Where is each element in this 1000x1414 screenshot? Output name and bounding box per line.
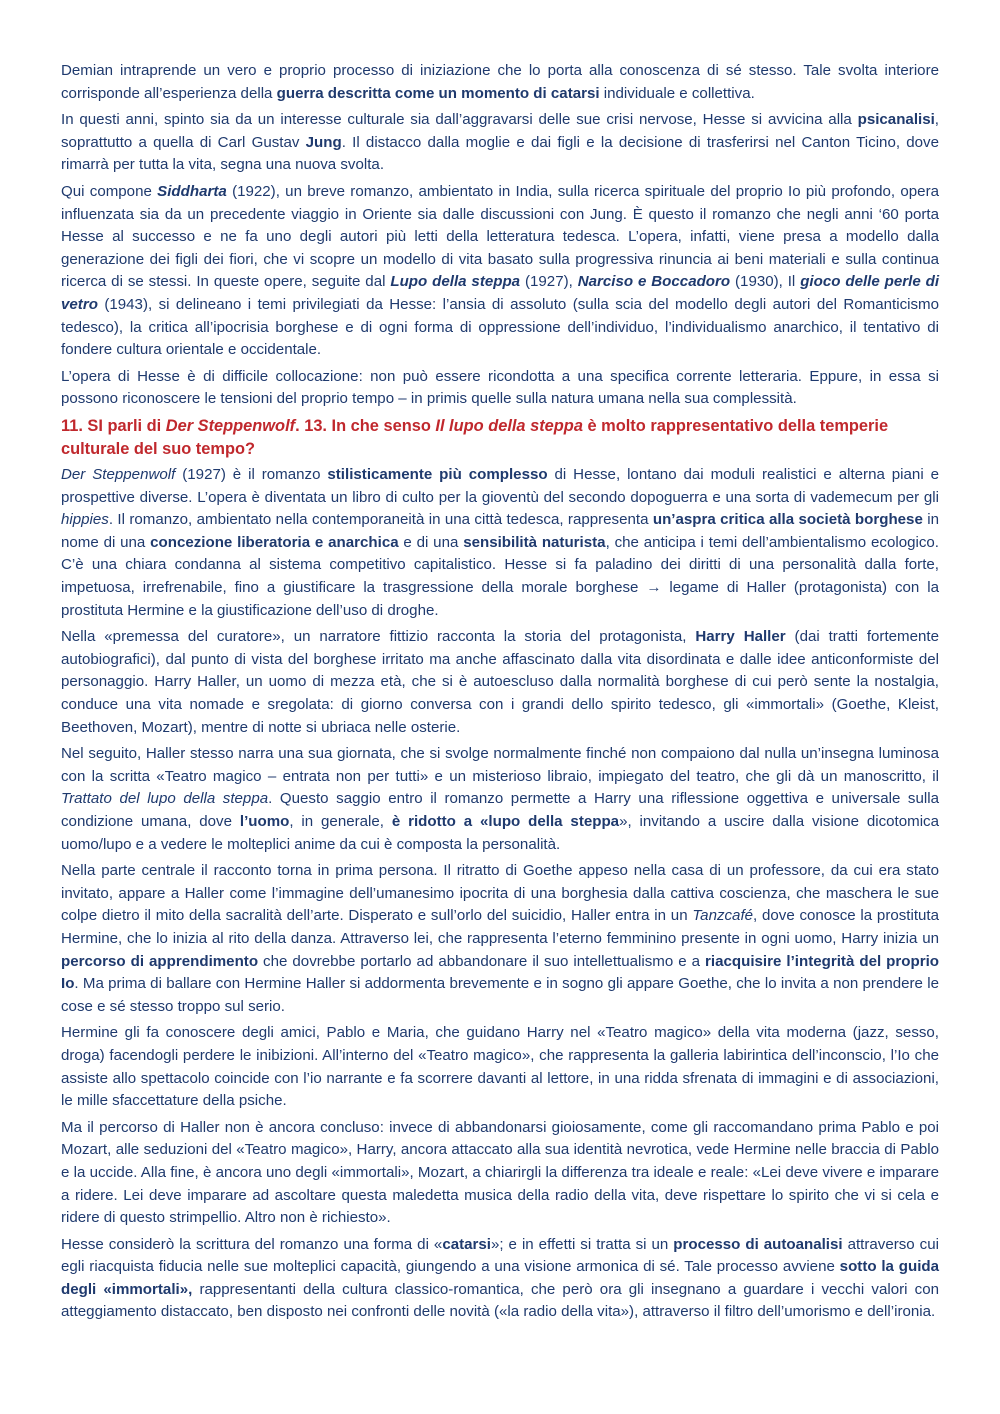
emphasis-run: percorso di apprendimento: [61, 952, 259, 970]
document-page: [61, 60, 939, 1328]
emphasis-run: Il lupo della steppa: [435, 416, 583, 435]
emphasis-run: Narciso e Boccadoro: [577, 273, 731, 291]
paragraph-catarsi: Hesse considerò la scrittura del romanzo una forma di «catarsi»; e in effetti si tratta si un processo di autoanalisi attraverso cui egli riacquista fiducia nelle sue molteplici capacità, giungendo a una visione armonica di sé. Tale processo avviene sotto la guida degli «immortali», rappresentanti della cultura classico-romantica, che però ora gli insegnano a guardare i vecchi valori con atteggiamento distaccato, ben disposto nei confronti delle novità («la radio della vita»), attraverso il filtro dell’umorismo e dell’ironia.: [61, 1235, 940, 1321]
emphasis-run: guerra descritta come un momento di catarsi: [276, 84, 600, 102]
emphasis-run: Lupo della steppa: [390, 273, 521, 291]
emphasis-run: Der Steppenwolf: [165, 416, 296, 435]
emphasis-run: Harry Haller: [695, 628, 786, 646]
emphasis-run: →: [646, 579, 662, 597]
emphasis-run: riacquisire l’integrità del proprio Io: [61, 952, 939, 993]
paragraph-hermine-amici: Hermine gli fa conoscere degli amici, Pablo e Maria, che guidano Harry nel «Teatro magico» della vita moderna (jazz, sesso, droga) facendogli perdere le inibizioni. All’interno del «Teatro magico», che rappresenta la galleria labirintica dell’inconscio, l’Io che assiste allo spettacolo coincide con l’io narrante e fa scorrere davanti al lettore, in una ridda sfrenata di immagini e di associazioni, le mille sfaccettature della psiche.: [61, 1024, 939, 1110]
emphasis-run: sotto la guida degli «immortali»,: [61, 1258, 940, 1298]
paragraph-percorso-haller: Ma il percorso di Haller non è ancora concluso: invece di abbandonarsi gioiosamente, come gli raccomandano prima Pablo e poi Mozart, alle seduzioni del «Teatro magico», Harry, ancora attaccato alla sua identità nevrotica, vede Hermine nelle braccia di Pablo e la uccide. Alla fine, è ancora uno degli «immortali», Mozart, a chiarirgli la differenza tra ideale e reale: «Lei deve vivere e imparare a ridere. Lei deve imparare ad ascoltare questa maledetta musica della radio della vita, deve rispettare lo spirito che vi si cela e ridere di questo strimpellio. Altro non è richiesto».: [61, 1118, 939, 1227]
emphasis-run: Siddharta: [157, 182, 227, 200]
paragraph-siddharta: Qui compone Siddharta (1922), un breve romanzo, ambientato in India, sulla ricerca spirituale del proprio Io più profondo, opera influenzata sia da un precedente viaggio in Oriente sia dalle discussioni con Jung. È questo il romanzo che negli anni ‘60 porta Hesse al successo e ne fa uno degli autori più letti della letteratura tedesca. L’opera, infatti, viene presa a modello dalla generazione dei figli dei fiori, che vi scopre un modello di vita basato sulla progressiva rinuncia ai beni materiali e sulla continua ricerca di se stessi. In queste opere, seguite dal Lupo della steppa (1927), Narciso e Boccadoro (1930), Il gioco delle perle di vetro (1943), si delineano i temi privilegiati da Hesse: l’ansia di assoluto (sulla scia del modello degli autori del Romanticismo tedesco), la critica all’ipocrisia borghese e di ogni forma di oppressione dell’individuo, l’individualismo anarchico, il tentativo di fondere cultura orientale e occidentale.: [61, 182, 940, 359]
paragraph-collocazione: L’opera di Hesse è di difficile collocazione: non può essere ricondotta a una specifica corrente letteraria. Eppure, in essa si possono riconoscere le tensioni del proprio tempo – in primis quelle sulla natura umana nella sua complessità.: [61, 367, 939, 408]
emphasis-run: hippies: [61, 511, 109, 529]
emphasis-run: processo di autoanalisi: [673, 1235, 843, 1253]
emphasis-run: stilisticamente più complesso: [327, 466, 548, 484]
emphasis-run: Der Steppenwolf: [61, 466, 176, 484]
emphasis-run: l’uomo: [239, 813, 290, 830]
paragraph-steppenwolf-intro: Der Steppenwolf (1927) è il romanzo stilisticamente più complesso di Hesse, lontano dai moduli realistici e alterna piani e prospettive diverse. L’opera è diventata un libro di culto per la gioventù del secondo dopoguerra e una sorta di vademecum per gli hippies. Il romanzo, ambientato nella contemporaneità in una città tedesca, rappresenta un’aspra critica alla società borghese in nome di una concezione liberatoria e anarchica e di una sensibilità naturista, che anticipa i temi dell’ambientalismo ecologico. C’è una chiara condanna al sistema competitivo capitalistico. Hesse si fa paladino dei diritti di una personalità dalla forte, impetuosa, irrefrenabile, fino a giustificare la trasgressione della morale borghese → legame di Haller (protagonista) con la prostituta Hermine e la giustificazione dell’uso di droghe.: [61, 466, 939, 619]
emphasis-run: Jung: [305, 133, 342, 151]
emphasis-run: Trattato del lupo della steppa: [61, 790, 269, 808]
paragraph-psicanalisi: In questi anni, spinto sia da un interesse culturale sia dall’aggravarsi delle sue crisi nervose, Hesse si avvicina alla psicanalisi, soprattutto a quella di Carl Gustav Jung. Il distacco dalla moglie e dai figli e la decisione di trasferirsi nel Canton Ticino, dove rimarrà per tutta la vita, segna una nuova svolta.: [61, 111, 939, 174]
emphasis-run: Tanzcafé: [692, 907, 754, 925]
emphasis-run: psicanalisi: [857, 111, 935, 129]
emphasis-run: gioco delle perle di vetro: [61, 273, 940, 313]
emphasis-run: sensibilità naturista: [463, 533, 606, 551]
emphasis-run: è ridotto a «lupo della steppa: [391, 813, 620, 830]
paragraph-premessa-curatore: Nella «premessa del curatore», un narratore fittizio racconta la storia del protagonista, Harry Haller (dai tratti fortemente autobiografici), dal punto di vista del borghese irritato ma anche affascinato dalla vita disordinata e dalle idee anticonformiste del personaggio. Harry Haller, un uomo di mezza età, che si è autoescluso dalla normalità borghese di cui però sente la nostalgia, conduce una vita nomade e sregolata: di giorno conversa con i grandi dello spirito tedesco, gli «immortali» (Goethe, Kleist, Beethoven, Mozart), mentre di notte si ubriaca nelle osterie.: [61, 628, 939, 736]
emphasis-run: un’aspra critica alla società borghese: [652, 511, 923, 529]
emphasis-run: catarsi: [442, 1235, 491, 1253]
emphasis-run: concezione liberatoria e anarchica: [150, 533, 399, 551]
paragraph-demian: Demian intraprende un vero e proprio processo di iniziazione che lo porta alla conoscenza di sé stesso. Tale svolta interiore corrisponde all’esperienza della guerra descritta come un momento di catarsi individuale e collettiva.: [61, 62, 939, 102]
paragraph-parte-centrale: Nella parte centrale il racconto torna in prima persona. Il ritratto di Goethe appeso nella casa di un professore, da cui era stato invitato, appare a Haller come l’immagine dell’umanesimo ipocrita di una borghesia dalla cattiva coscienza, che maschera le sue colpe dietro il mito della sacralità dell’arte. Disperato e sull’orlo del suicidio, Haller entra in un Tanzcafé, dove conosce la prostituta Hermine, che lo inizia al rito della danza. Attraverso lei, che rappresenta l’eterno femminino presente in ogni uomo, Harry inizia un percorso di apprendimento che dovrebbe portarlo ad abbandonare il suo intellettualismo e a riacquisire l’integrità del proprio Io. Ma prima di ballare con Hermine Haller si addormenta brevemente e in sogno gli appare Goethe, che lo invita a non prendere le cose e sé stesso troppo sul serio.: [61, 862, 940, 1015]
question-heading: 11. SI parli di Der Steppenwolf. 13. In che senso Il lupo della steppa è molto rappresentativo della temperie culturale del suo tempo?: [61, 416, 889, 458]
paragraph-teatro-magico: Nel seguito, Haller stesso narra una sua giornata, che si svolge normalmente finché non compaiono dal nulla un’insegna luminosa con la scritta «Teatro magico – entrata non per tutti» e un misterioso libraio, impiegato del teatro, che gli dà un manoscritto, il Trattato del lupo della steppa. Questo saggio entro il romanzo permette a Harry una riflessione oggettiva e universale sulla condizione umana, dove l’uomo, in generale, è ridotto a «lupo della steppa», invitando a uscire dalla visione dicotomica uomo/lupo e a vedere le molteplici anime da cui è composta la personalità.: [61, 745, 939, 853]
